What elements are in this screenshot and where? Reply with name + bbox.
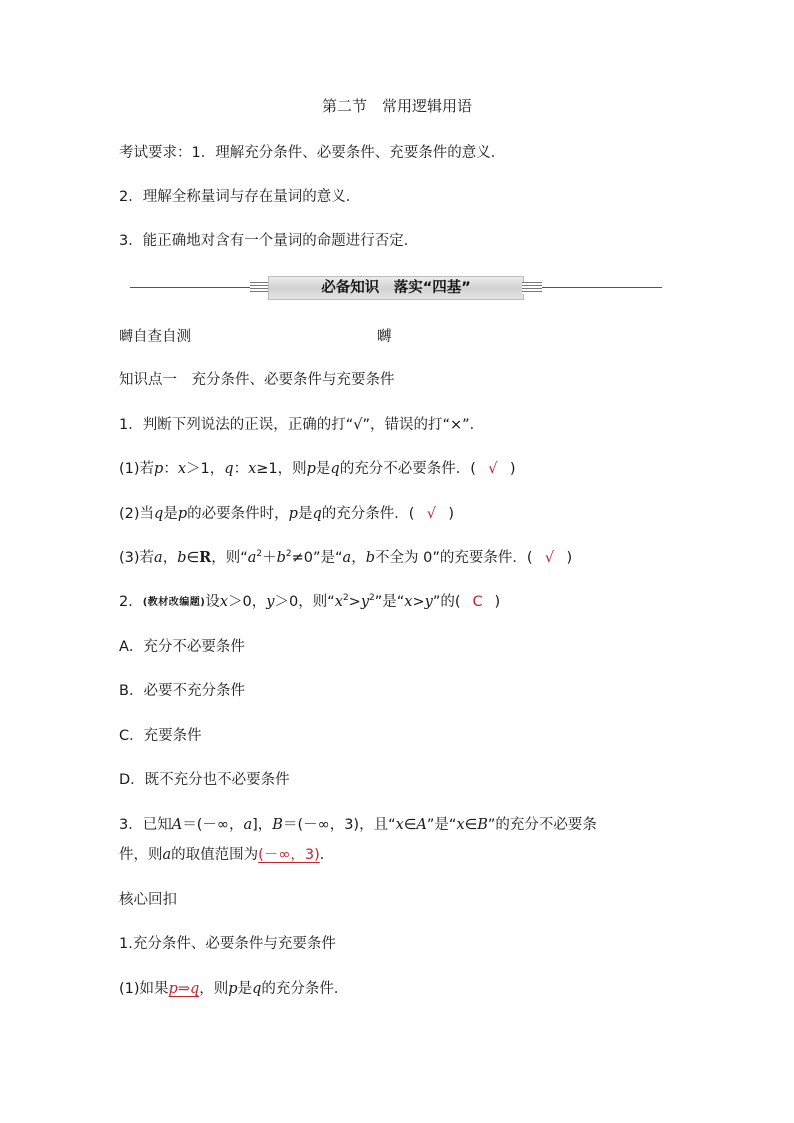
- text: ≥1，则: [256, 461, 307, 477]
- text: (3)若: [119, 550, 155, 566]
- text: ＋: [262, 550, 277, 566]
- text: 是: [163, 506, 178, 522]
- q1-statement-2: [119, 504, 454, 524]
- math-var: p: [306, 461, 316, 477]
- text: 是: [237, 981, 253, 997]
- superscript: 2: [285, 549, 292, 559]
- text: >: [348, 594, 361, 610]
- answer-range: (－∞，3): [258, 847, 320, 863]
- self-check-label: 自查自测: [133, 329, 191, 345]
- text: 3．已知: [119, 817, 172, 833]
- q1-statement-3: [119, 548, 572, 568]
- text: (2)当: [119, 506, 155, 522]
- q1-stem: 1．判断下列说法的正误，正确的打“√”，错误的打“×”．: [119, 417, 485, 433]
- text: ＝(－∞，3)，且“: [282, 817, 396, 833]
- text: 的充分不必要条件．(: [339, 461, 476, 477]
- q3-line-1: [119, 815, 597, 835]
- text: ＞0，则“: [274, 594, 335, 610]
- answer-check-2: √: [426, 506, 437, 522]
- math-var: q: [154, 506, 164, 522]
- text: ：: [233, 461, 249, 477]
- text: ，: [162, 550, 178, 566]
- math-var: a: [162, 847, 172, 863]
- math-var: y: [424, 594, 433, 610]
- math-var: q: [312, 506, 322, 522]
- math-var: a: [154, 550, 163, 566]
- text: ∈: [186, 550, 200, 566]
- text: ＞0，: [228, 594, 267, 610]
- text: ): [566, 550, 573, 566]
- math-var: a: [342, 550, 352, 566]
- math-var: x: [456, 817, 465, 833]
- text: 的取值范围为: [171, 847, 259, 863]
- core-item-1: 1.充分条件、必要条件与充要条件: [119, 936, 336, 952]
- math-var: x: [219, 594, 229, 610]
- text: ”的充分不必要条: [487, 817, 597, 833]
- text: (1)若: [119, 461, 155, 477]
- answer-implication: p⇒q: [168, 981, 200, 997]
- self-check-heading: [119, 327, 191, 347]
- text: 的必要条件时，: [187, 506, 289, 522]
- text: (1)如果: [119, 981, 169, 997]
- q2-option-c: C．充要条件: [119, 728, 202, 744]
- heading-mark-left: 嚩: [119, 329, 133, 345]
- superscript: 2: [369, 593, 375, 603]
- math-var: a: [247, 550, 257, 566]
- text: 的充分条件．: [261, 981, 349, 997]
- math-var: q: [252, 981, 262, 997]
- math-var: p: [288, 506, 298, 522]
- math-var: p: [154, 461, 164, 477]
- math-var: B: [477, 817, 488, 833]
- banner-stripe-left: [250, 282, 270, 294]
- math-var: a: [243, 817, 253, 833]
- text: ≠0”是“: [291, 550, 343, 566]
- math-var: x: [334, 594, 343, 610]
- core-item-1-1: [119, 979, 348, 999]
- math-var: y: [266, 594, 275, 610]
- text: ∈: [464, 817, 478, 833]
- section-banner: [130, 276, 662, 300]
- math-var: y: [360, 594, 370, 610]
- text: ：: [163, 461, 178, 477]
- math-var: x: [395, 817, 404, 833]
- text: ＞1，: [186, 461, 225, 477]
- text: 不全为 0”的充要条件．(: [375, 550, 533, 566]
- heading-mark-right: 嚩: [377, 329, 392, 345]
- answer-choice: C: [472, 594, 483, 610]
- superscript: 2: [256, 549, 263, 559]
- knowledge-point-heading: 知识点一 充分条件、必要条件与充要条件: [119, 372, 395, 388]
- text: >: [412, 594, 425, 610]
- q3-line-2: [119, 845, 334, 865]
- text: 2．: [119, 594, 143, 610]
- q1-statement-1: [119, 459, 516, 479]
- requirement-1: 考试要求：1．理解充分条件、必要条件、充要条件的意义．: [119, 145, 506, 161]
- math-var: q: [224, 461, 234, 477]
- q2-option-d: D．既不充分也不必要条件: [119, 772, 290, 788]
- q2-option-b: B．必要不充分条件: [119, 683, 245, 699]
- q2-stem: [119, 592, 500, 613]
- text: 是: [315, 461, 331, 477]
- math-var: q: [330, 461, 340, 477]
- text: ): [448, 506, 455, 522]
- banner-label: 必备知识 落实“四基”: [268, 276, 524, 300]
- math-var: x: [177, 461, 187, 477]
- math-var: b: [276, 550, 286, 566]
- math-var: p: [177, 506, 188, 522]
- math-var: x: [248, 461, 257, 477]
- math-var: b: [177, 550, 187, 566]
- text: ＝(－∞，: [182, 817, 244, 833]
- math-var: A: [171, 817, 183, 833]
- text: ．: [319, 847, 335, 863]
- requirement-3: 3．能正确地对含有一个量词的命题进行否定．: [119, 233, 419, 249]
- math-var: x: [404, 594, 413, 610]
- superscript: 2: [342, 593, 349, 603]
- text: ): [509, 461, 516, 477]
- source-tag: (教材改编题): [142, 597, 206, 608]
- text: 是: [297, 506, 313, 522]
- text: ”的(: [432, 594, 461, 610]
- text: ”是“: [426, 817, 457, 833]
- text: ”是“: [374, 594, 405, 610]
- answer-check-3: √: [544, 550, 555, 566]
- text: ]，: [252, 817, 273, 833]
- math-set: R: [199, 549, 212, 566]
- text: 设: [205, 594, 220, 610]
- math-var: A: [416, 817, 427, 833]
- math-var: p: [228, 981, 238, 997]
- text: 件，则: [119, 847, 163, 863]
- text: ∈: [403, 817, 417, 833]
- math-var: B: [272, 817, 283, 833]
- banner-rule-left: [130, 287, 250, 288]
- text: ，: [351, 550, 366, 566]
- answer-check-1: √: [488, 461, 498, 477]
- text: ，则“: [211, 550, 248, 566]
- text: 的充分条件．(: [321, 506, 415, 522]
- q2-option-a: A．充分不必要条件: [119, 639, 245, 655]
- text: ，则: [199, 981, 229, 997]
- core-heading: 核心回扣: [119, 892, 177, 908]
- section-title: 第二节 常用逻辑用语: [321, 97, 472, 115]
- text: ): [494, 594, 501, 610]
- requirement-2: 2．理解全称量词与存在量词的意义．: [119, 189, 361, 205]
- math-var: b: [365, 550, 375, 566]
- banner-rule-right: [542, 287, 662, 288]
- banner-stripe-right: [522, 282, 542, 294]
